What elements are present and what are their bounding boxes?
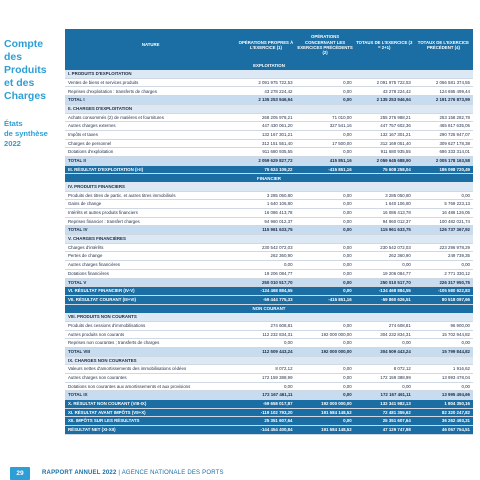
total-row (65, 391, 473, 400)
row-value: 0,00 (414, 191, 473, 200)
row-value: 186 098 720,49 (414, 165, 473, 174)
row-value: 0,00 (296, 365, 355, 374)
row-value: 312 169 051,40 (355, 139, 414, 148)
row-value: 192 000 000,00 (296, 347, 355, 356)
total-row (65, 278, 473, 287)
row-label: Dotations d'exploitation (65, 148, 236, 157)
row-value: 0,00 (296, 78, 355, 87)
section-title: NON COURANT (65, 304, 473, 313)
row-label: Produits des cessions d'immobilisations (65, 321, 236, 330)
row-value: 72 481 355,62 (355, 408, 414, 417)
row-value: 2 059 629 827,72 (236, 156, 295, 165)
row-value: 16 086 413,78 (236, 209, 295, 218)
row-label: RÉSULTAT NET (XI-XII) (65, 426, 236, 435)
row-value: 2 771 330,12 (414, 269, 473, 278)
row-value: 447 757 602,36 (355, 122, 414, 131)
category-label: I. PRODUITS D'EXPLOITATION (65, 70, 473, 79)
footer-text (42, 470, 224, 476)
table-row (65, 269, 473, 278)
row-value: 0,00 (414, 339, 473, 348)
row-label: X. RÉSULTAT NON COURANT (VIII-IX) (65, 400, 236, 409)
category-label: VIII. PRODUITS NON COURANTS (65, 313, 473, 322)
row-value: 0,00 (414, 382, 473, 391)
table-row (65, 139, 473, 148)
row-label: Intérêts et autres produits financiers (65, 209, 236, 218)
row-value: -105 580 622,83 (414, 287, 473, 296)
category-row (65, 235, 473, 244)
row-value: 309 627 178,38 (414, 139, 473, 148)
row-value: 25 351 607,64 (355, 417, 414, 426)
result-row (65, 408, 473, 417)
category-label: V. CHARGES FINANCIÈRES (65, 235, 473, 244)
result-row (65, 400, 473, 409)
row-value: 16 486 126,05 (414, 209, 473, 218)
row-value: -134 468 884,55 (355, 287, 414, 296)
row-value: 19 206 084,77 (236, 269, 295, 278)
row-value: 0,00 (414, 261, 473, 270)
row-value: -415 851,16 (296, 165, 355, 174)
row-value: 1 640 106,80 (355, 200, 414, 209)
row-label: VII. RÉSULTAT COURANT (III+VI) (65, 295, 236, 304)
row-value: 8 072,12 (355, 365, 414, 374)
section-title: FINANCIER (65, 174, 473, 183)
row-value: 192 000 000,00 (296, 330, 355, 339)
row-label: Autres charges financières (65, 261, 236, 270)
row-label: TOTAL I (65, 96, 236, 105)
row-value: 17 500,00 (296, 139, 355, 148)
row-value: 100 482 021,74 (414, 217, 473, 226)
row-value: 262 360,90 (355, 252, 414, 261)
row-value: 2 005 178 163,58 (414, 156, 473, 165)
row-value: 96 900,00 (414, 321, 473, 330)
row-label: VI. RÉSULTAT FINANCIER (IV-V) (65, 287, 236, 296)
row-value: 304 232 834,31 (355, 330, 414, 339)
header-col3: TOTAUX DE L'EXERCICE (3 = 2+1) (355, 29, 414, 61)
row-value: 2 091 975 722,53 (236, 78, 295, 87)
row-value: 0,00 (296, 148, 355, 157)
table-row (65, 200, 473, 209)
row-value: 0,00 (296, 191, 355, 200)
footer-separator: | (118, 470, 121, 476)
row-value: 13 993 478,04 (414, 373, 473, 382)
row-value: 3 285 050,80 (236, 191, 295, 200)
row-value: 126 737 367,92 (414, 226, 473, 235)
table-row (65, 87, 473, 96)
row-value: 172 159 388,99 (236, 373, 295, 382)
row-value: -59 444 775,33 (236, 295, 295, 304)
sidebar (4, 38, 66, 149)
header-nature: NATURE (65, 29, 236, 61)
row-label: Gains de change (65, 200, 236, 209)
row-value: 0,00 (296, 269, 355, 278)
result-row (65, 287, 473, 296)
row-value: 172 159 388,99 (355, 373, 414, 382)
row-value: 0,00 (296, 87, 355, 96)
page-footer (10, 466, 224, 480)
category-label: IX. CHARGES NON COURANTES (65, 356, 473, 365)
row-value: 415 851,16 (296, 156, 355, 165)
subtitle-line: 2022 (4, 139, 21, 148)
row-label: TOTAL IX (65, 391, 236, 400)
row-value: 132 167 301,21 (236, 130, 295, 139)
row-value: 226 317 950,75 (414, 278, 473, 287)
row-label: Dotations financières (65, 269, 236, 278)
row-value: 75 608 258,04 (355, 165, 414, 174)
row-value: 274 608,81 (236, 321, 295, 330)
row-value: 0,00 (296, 209, 355, 218)
table-row (65, 252, 473, 261)
row-value: 686 333 314,01 (414, 148, 473, 157)
row-label: Reprises d'exploitation : transferts de charges (65, 87, 236, 96)
row-value: 80 518 097,66 (414, 295, 473, 304)
subtitle-line: États (4, 119, 23, 128)
row-label: Impôts et taxes (65, 130, 236, 139)
row-value: 2 091 975 722,53 (355, 78, 414, 87)
row-value: 0,00 (296, 96, 355, 105)
row-value: 0,00 (296, 130, 355, 139)
row-value: 43 278 224,42 (236, 87, 295, 96)
section-header-row (65, 174, 473, 183)
section-title: EXPLOITATION (65, 61, 473, 70)
row-value: 19 206 084,77 (355, 269, 414, 278)
category-label: IV. PRODUITS FINANCIERS (65, 182, 473, 191)
row-label: TOTAL V (65, 278, 236, 287)
category-row (65, 70, 473, 79)
row-value: 15 702 944,82 (414, 330, 473, 339)
section-header-row (65, 61, 473, 70)
row-label: III. RÉSULTAT D'EXPLOITATION (I-II) (65, 165, 236, 174)
page-number: 29 (10, 467, 30, 480)
total-row (65, 347, 473, 356)
table-row (65, 122, 473, 131)
row-value: 250 010 517,70 (355, 278, 414, 287)
row-value: 192 000 000,00 (296, 400, 355, 409)
row-value: 1 640 106,80 (236, 200, 295, 209)
result-row (65, 165, 473, 174)
row-value: 911 680 935,55 (236, 148, 295, 157)
row-label: XI. RÉSULTAT AVANT IMPÔTS (VII+X) (65, 408, 236, 417)
total-row (65, 96, 473, 105)
table-row (65, 382, 473, 391)
row-value: 0,00 (296, 252, 355, 261)
row-label: Autres charges externes (65, 122, 236, 131)
row-value: 115 961 633,75 (236, 226, 295, 235)
row-value: 47 129 747,98 (355, 426, 414, 435)
row-label: TOTAL VIII (65, 347, 236, 356)
row-label: Valeurs nettes d'amortissements des immobilisations cédées (65, 365, 236, 374)
row-value: 5 769 223,13 (414, 200, 473, 209)
row-label: Pertes de change (65, 252, 236, 261)
table-row (65, 261, 473, 270)
row-value: 82 320 247,82 (414, 408, 473, 417)
table-row (65, 148, 473, 157)
row-value: 132 341 982,13 (355, 400, 414, 409)
row-value: -119 102 793,20 (236, 408, 295, 417)
row-value: 0,00 (296, 339, 355, 348)
row-label: Reprises non courantes ; transferts de charges (65, 339, 236, 348)
row-value: 0,00 (296, 321, 355, 330)
table-row (65, 373, 473, 382)
table-row (65, 365, 473, 374)
row-label: Autres charges non courantes (65, 373, 236, 382)
table-row (65, 243, 473, 252)
row-value: 2 191 276 873,99 (414, 96, 473, 105)
row-value: 13 995 494,66 (414, 391, 473, 400)
row-label: Autres produits non courants (65, 330, 236, 339)
row-value: 327 541,16 (296, 122, 355, 131)
row-value: 0,00 (296, 200, 355, 209)
row-value: 172 167 461,11 (355, 391, 414, 400)
row-value: 250 010 517,70 (236, 278, 295, 287)
row-label: Charges de personnel (65, 139, 236, 148)
row-value: 172 167 461,11 (236, 391, 295, 400)
row-value: 249 739,35 (414, 252, 473, 261)
row-value: 255 276 988,21 (355, 113, 414, 122)
row-value: 2 135 253 946,94 (355, 96, 414, 105)
row-value: 2 135 253 946,94 (236, 96, 295, 105)
row-value: 230 542 072,03 (236, 243, 295, 252)
category-row (65, 356, 473, 365)
row-value: 0,00 (296, 373, 355, 382)
row-value: 465 817 635,05 (414, 122, 473, 131)
table-header (65, 29, 473, 61)
row-value: 3 285 050,80 (355, 191, 414, 200)
row-value: 0,00 (296, 391, 355, 400)
row-value: 112 509 443,24 (236, 347, 295, 356)
table-row (65, 113, 473, 122)
row-value: 1 804 350,16 (414, 400, 473, 409)
row-value: 36 262 493,31 (414, 417, 473, 426)
row-value: 0,00 (355, 261, 414, 270)
total-row (65, 226, 473, 235)
row-value: 0,00 (355, 339, 414, 348)
row-value: 94 960 012,37 (236, 217, 295, 226)
row-value: 223 296 978,29 (414, 243, 473, 252)
row-value: -144 454 400,84 (236, 426, 295, 435)
row-value: 0,00 (296, 382, 355, 391)
row-label: Dotations non courantes aux amortissements et aux provisions (65, 382, 236, 391)
row-value: 1 916,62 (414, 365, 473, 374)
row-value: 0,00 (296, 278, 355, 287)
row-value: -59 658 017,87 (236, 400, 295, 409)
row-value: 0,00 (236, 382, 295, 391)
row-value: 274 608,81 (355, 321, 414, 330)
header-col2: OPÉRATIONS CONCERNANT LES EXERCICES PRÉCÉDENTS (2) (296, 29, 355, 61)
row-value: 132 167 301,21 (355, 130, 414, 139)
table-row (65, 339, 473, 348)
row-value: 112 232 834,31 (236, 330, 295, 339)
report-title: RAPPORT ANNUEL 2022 (42, 470, 117, 476)
category-row (65, 313, 473, 322)
row-value: 46 057 754,51 (414, 426, 473, 435)
header-col4: TOTAUX DE L'EXERCICE PRÉCÉDENT (4) (414, 29, 473, 61)
title-line: Compte (4, 38, 44, 50)
header-col1: OPÉRATIONS PROPRES À L'EXERCICE (1) (236, 29, 295, 61)
total-row (65, 156, 473, 165)
row-value: -59 860 626,51 (355, 295, 414, 304)
income-statement-table (65, 29, 473, 435)
subtitle-line: de synthèse (4, 129, 48, 138)
row-value: 0,00 (296, 417, 355, 426)
row-value: -415 851,16 (296, 295, 355, 304)
row-value: 312 151 551,40 (236, 139, 295, 148)
row-value: 191 584 148,52 (296, 408, 355, 417)
category-label: II. CHARGES D'EXPLOITATION (65, 104, 473, 113)
row-value: 8 072,12 (236, 365, 295, 374)
row-value: 268 205 978,21 (236, 113, 295, 122)
row-value: 115 961 633,75 (355, 226, 414, 235)
row-value: 191 584 148,52 (296, 426, 355, 435)
row-label: Achats consommés (2) de matières et fournitures (65, 113, 236, 122)
row-value: 15 799 844,82 (414, 347, 473, 356)
row-label: Reprises financier : transfert charges (65, 217, 236, 226)
row-value: 253 158 282,78 (414, 113, 473, 122)
table-row (65, 209, 473, 218)
row-label: TOTAL II (65, 156, 236, 165)
row-label: Produits des titres de partic. et autres titres immobilisés (65, 191, 236, 200)
row-value: 94 960 012,37 (355, 217, 414, 226)
row-value: 71 010,00 (296, 113, 355, 122)
result-row (65, 417, 473, 426)
row-label: XII. IMPÔTS SUR LES RÉSULTATS (65, 417, 236, 426)
row-value: 2 059 645 688,90 (355, 156, 414, 165)
agency-name: AGENCE NATIONALE DES PORTS (121, 470, 224, 476)
row-value: 75 624 109,22 (236, 165, 295, 174)
category-row (65, 104, 473, 113)
row-value: 0,00 (296, 243, 355, 252)
table-row (65, 78, 473, 87)
row-value: 304 509 443,24 (355, 347, 414, 356)
section-subtitle (4, 119, 66, 149)
title-line: des Produits (4, 51, 47, 76)
row-value: 0,00 (236, 261, 295, 270)
table-row (65, 217, 473, 226)
page-title (4, 38, 66, 103)
row-value: -134 468 884,55 (236, 287, 295, 296)
row-label: Ventes de biens et services produits (65, 78, 236, 87)
row-value: 0,00 (296, 261, 355, 270)
row-value: 0,00 (236, 339, 295, 348)
table-row (65, 130, 473, 139)
row-label: TOTAL IV (65, 226, 236, 235)
title-line: et des Charges (4, 77, 47, 102)
row-value: 230 542 072,03 (355, 243, 414, 252)
row-value: 0,00 (296, 217, 355, 226)
row-value: 911 680 935,55 (355, 148, 414, 157)
row-value: 262 360,90 (236, 252, 295, 261)
category-row (65, 182, 473, 191)
row-value: 25 351 607,64 (236, 417, 295, 426)
table-row (65, 191, 473, 200)
row-value: 447 430 061,20 (236, 122, 295, 131)
row-value: 2 066 581 374,55 (414, 78, 473, 87)
row-value: 0,00 (296, 226, 355, 235)
row-value: 43 278 224,42 (355, 87, 414, 96)
row-value: 0,00 (296, 287, 355, 296)
table-row (65, 321, 473, 330)
row-value: 16 086 413,78 (355, 209, 414, 218)
result-row (65, 295, 473, 304)
row-value: 290 725 947,07 (414, 130, 473, 139)
row-label: Charges d'intérêts (65, 243, 236, 252)
row-value: 0,00 (355, 382, 414, 391)
result-row (65, 426, 473, 435)
section-header-row (65, 304, 473, 313)
row-value: 124 695 499,44 (414, 87, 473, 96)
table-row (65, 330, 473, 339)
